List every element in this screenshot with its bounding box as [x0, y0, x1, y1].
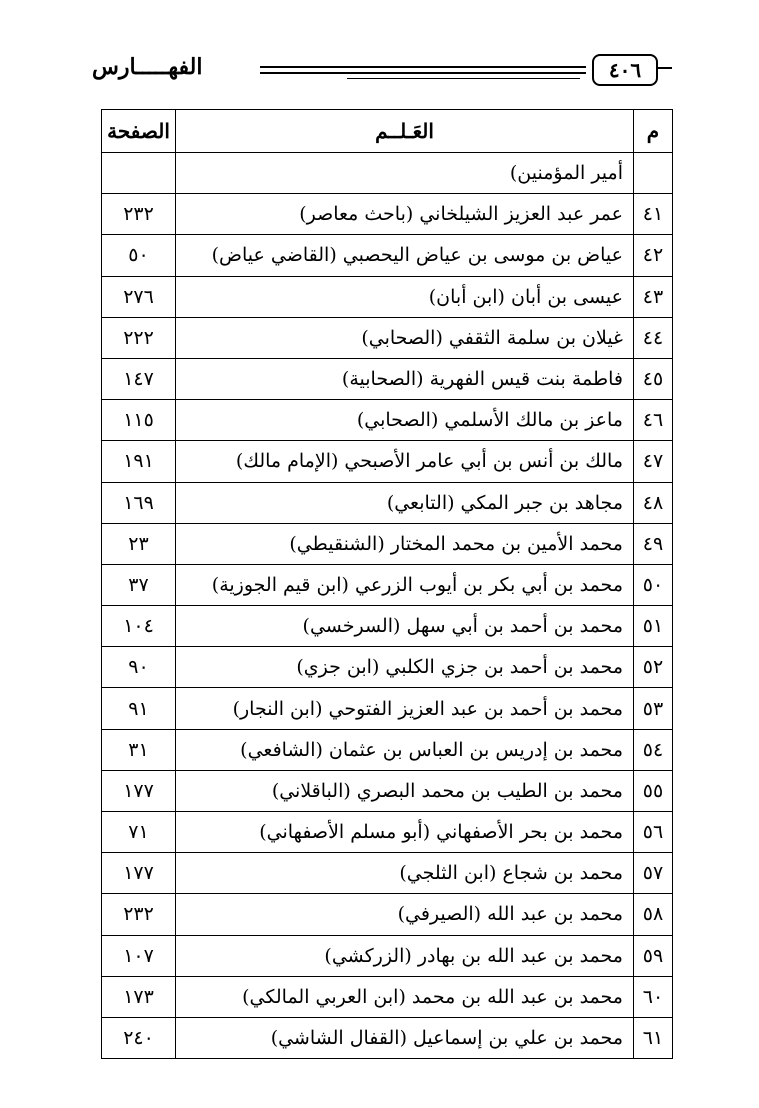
table-row: [102, 482, 673, 523]
row-page: ٣٧: [102, 564, 176, 605]
row-page: ١١٥: [102, 400, 176, 441]
row-number: ٤٩: [634, 523, 673, 564]
row-name: محمد بن عبد الله بن محمد (ابن العربي المالكي): [176, 976, 634, 1017]
row-page: ٢٤٠: [102, 1017, 176, 1058]
row-name: محمد بن عبد الله بن بهادر (الزركشي): [176, 935, 634, 976]
row-number: ٥٣: [634, 688, 673, 729]
table-row: [102, 729, 673, 770]
section-num-cell: [634, 153, 673, 194]
table-row: [102, 770, 673, 811]
header-rule-thin: [347, 78, 580, 79]
page-header: [92, 52, 672, 92]
table-row: [102, 976, 673, 1017]
section-page-cell: [102, 153, 176, 194]
row-name: مجاهد بن جبر المكي (التابعي): [176, 482, 634, 523]
row-number: ٤٦: [634, 400, 673, 441]
table-row: [102, 688, 673, 729]
table-row: [102, 358, 673, 399]
row-name: محمد بن علي بن إسماعيل (القفال الشاشي): [176, 1017, 634, 1058]
row-name: محمد بن أحمد بن عبد العزيز الفتوحي (ابن النجار): [176, 688, 634, 729]
row-page: ٣١: [102, 729, 176, 770]
row-page: ١٠٤: [102, 606, 176, 647]
row-page: ٧١: [102, 812, 176, 853]
table-row: [102, 564, 673, 605]
row-page: ١٠٧: [102, 935, 176, 976]
table-row: [102, 894, 673, 935]
row-number: ٤٨: [634, 482, 673, 523]
row-page: ١٧٣: [102, 976, 176, 1017]
table-row: [102, 441, 673, 482]
section-row: [102, 153, 673, 194]
row-number: ٥٨: [634, 894, 673, 935]
row-page: ٥٠: [102, 235, 176, 276]
row-number: ٥٢: [634, 647, 673, 688]
row-number: ٥٤: [634, 729, 673, 770]
row-page: ٩١: [102, 688, 176, 729]
row-name: غيلان بن سلمة الثقفي (الصحابي): [176, 317, 634, 358]
row-name: محمد بن إدريس بن العباس بن عثمان (الشافعي): [176, 729, 634, 770]
row-page: ١٧٧: [102, 853, 176, 894]
column-header-page: الصفحة: [102, 110, 176, 153]
row-name: محمد بن أبي بكر بن أيوب الزرعي (ابن قيم الجوزية): [176, 564, 634, 605]
row-name: محمد بن بحر الأصفهاني (أبو مسلم الأصفهاني): [176, 812, 634, 853]
row-page: ٩٠: [102, 647, 176, 688]
row-number: ٦٠: [634, 976, 673, 1017]
row-number: ٥٦: [634, 812, 673, 853]
table-row: [102, 647, 673, 688]
table-row: [102, 276, 673, 317]
table-row: [102, 400, 673, 441]
row-name: محمد بن عبد الله (الصيرفي): [176, 894, 634, 935]
row-page: ١٧٧: [102, 770, 176, 811]
row-number: ٤٤: [634, 317, 673, 358]
column-header-name: العَـلــم: [176, 110, 634, 153]
table-row: [102, 853, 673, 894]
row-number: ٤٢: [634, 235, 673, 276]
row-page: ٢٣٢: [102, 894, 176, 935]
header-rule: [260, 66, 586, 74]
table-row: [102, 1017, 673, 1058]
row-number: ٥٠: [634, 564, 673, 605]
row-number: ٥١: [634, 606, 673, 647]
row-name: مالك بن أنس بن أبي عامر الأصبحي (الإمام مالك): [176, 441, 634, 482]
row-name: عيسى بن أبان (ابن أبان): [176, 276, 634, 317]
row-name: محمد بن أحمد بن جزي الكلبي (ابن جزي): [176, 647, 634, 688]
row-name: فاطمة بنت قيس الفهرية (الصحابية): [176, 358, 634, 399]
row-name: محمد بن الطيب بن محمد البصري (الباقلاني): [176, 770, 634, 811]
row-page: ١٤٧: [102, 358, 176, 399]
row-page: ١٦٩: [102, 482, 176, 523]
header-title: الفهـــــارس: [92, 54, 203, 80]
table-row: [102, 317, 673, 358]
table-header-row: [102, 110, 673, 153]
row-number: ٦١: [634, 1017, 673, 1058]
table-row: [102, 235, 673, 276]
row-number: ٥٥: [634, 770, 673, 811]
row-number: ٥٧: [634, 853, 673, 894]
table-row: [102, 606, 673, 647]
row-name: عياض بن موسى بن عياض اليحصبي (القاضي عياض): [176, 235, 634, 276]
table-row: [102, 194, 673, 235]
section-heading: أمير المؤمنين): [176, 153, 634, 194]
row-name: ماعز بن مالك الأسلمي (الصحابي): [176, 400, 634, 441]
table-row: [102, 523, 673, 564]
row-number: ٥٩: [634, 935, 673, 976]
table-row: [102, 812, 673, 853]
row-number: ٤٧: [634, 441, 673, 482]
row-page: ١٩١: [102, 441, 176, 482]
table-row: [102, 935, 673, 976]
row-page: ٢٢٢: [102, 317, 176, 358]
row-name: محمد الأمين بن محمد المختار (الشنقيطي): [176, 523, 634, 564]
row-number: ٤٥: [634, 358, 673, 399]
row-number: ٤١: [634, 194, 673, 235]
header-rule-tail: [656, 67, 672, 69]
row-number: ٤٣: [634, 276, 673, 317]
row-page: ٢٧٦: [102, 276, 176, 317]
row-name: عمر عبد العزيز الشيلخاني (باحث معاصر): [176, 194, 634, 235]
row-name: محمد بن أحمد بن أبي سهل (السرخسي): [176, 606, 634, 647]
row-page: ٢٣٢: [102, 194, 176, 235]
index-table: [101, 109, 673, 1059]
page-number: ٤٠٦: [592, 54, 658, 86]
column-header-num: م: [634, 110, 673, 153]
row-name: محمد بن شجاع (ابن الثلجي): [176, 853, 634, 894]
row-page: ٢٣: [102, 523, 176, 564]
